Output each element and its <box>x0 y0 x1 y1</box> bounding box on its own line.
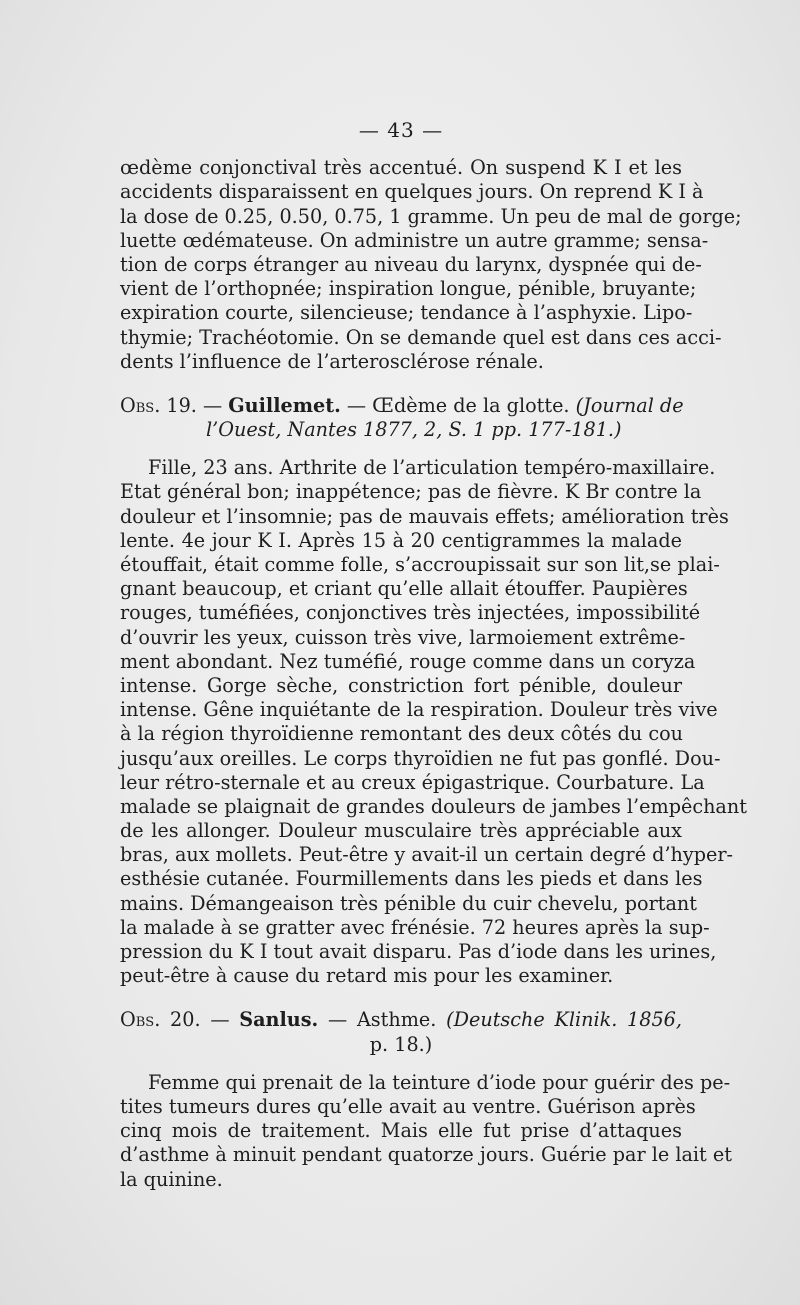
text-line: esthésie cutanée. Fourmillements dans les pieds et dans les <box>120 867 703 891</box>
text-line: ment abondant. Nez tuméfié, rouge comme dans un coryza <box>120 649 696 673</box>
text-line: expiration courte, silencieuse; tendance à l’asphyxie. Lipo- <box>120 301 693 325</box>
observation-source: (Deutsche Klinik. 1856, <box>446 1008 682 1032</box>
text-block <box>120 118 747 1192</box>
text-line: gnant beaucoup, et criant qu’elle allait étouffer. Paupières <box>120 577 688 601</box>
text-line: de les allonger. Douleur musculaire très appréciable aux <box>120 819 682 843</box>
text-line: vient de l’orthopnée; inspiration longue, pénible, bruyante; <box>120 277 697 301</box>
observation-source-continued: l’Ouest, Nantes 1877, 2, S. 1 pp. 177-181.) <box>206 418 622 442</box>
text-line: œdème conjonctival très accentué. On suspend K I et les <box>120 156 682 180</box>
text-line: la dose de 0.25, 0.50, 0.75, 1 gramme. Un peu de mal de gorge; <box>120 204 742 228</box>
observation-heading: Obs. 20. — Sanlus. — Asthme. (Deutsche Klinik. 1856, <box>120 1008 682 1032</box>
observation-source: (Journal de <box>575 393 684 417</box>
text-line: étouffait, était comme folle, s’accroupissait sur son lit,se plai- <box>120 553 720 576</box>
observation-label: Obs. 20. <box>120 1008 201 1032</box>
text-line: pression du K I tout avait disparu. Pas d’iode dans les urines, <box>120 940 717 963</box>
text-line: mains. Démangeaison très pénible du cuir chevelu, portant <box>120 891 697 915</box>
text-line: Etat général bon; inappétence; pas de fièvre. K Br contre la <box>120 480 702 504</box>
observation-author: Sanlus. <box>239 1008 319 1032</box>
paragraph-continuation <box>120 156 742 374</box>
text-line: leur rétro-sternale et au creux épigastrique. Courbature. La <box>120 770 705 794</box>
text-line: intense. Gorge sèche, constriction fort pénible, douleur <box>120 673 682 697</box>
text-line: bras, aux mollets. Peut-être y avait-il un certain degré d’hyper- <box>120 843 734 867</box>
text-line: la malade à se gratter avec frénésie. 72 heures après la sup- <box>120 915 710 939</box>
text-line: luette œdémateuse. On administre un autre gramme; sensa- <box>120 228 709 252</box>
text-line: dents l’influence de l’arterosclérose rénale. <box>120 349 544 373</box>
text-line: Fille, 23 ans. Arthrite de l’articulation tempéro-maxillaire. <box>148 456 716 480</box>
page-number: — 43 — <box>358 118 444 142</box>
text-line: peut-être à cause du retard mis pour les examiner. <box>120 964 614 988</box>
observation-author: Guillemet. <box>228 393 341 417</box>
text-line: à la région thyroïdienne remontant des deux côtés du cou <box>120 722 684 746</box>
text-line: jusqu’aux oreilles. Le corps thyroïdien ne fut pas gonflé. Dou- <box>120 746 721 770</box>
observation-20 <box>120 1008 732 1191</box>
text-line: rouges, tuméfiées, conjonctives très injectées, impossibilité <box>120 601 701 625</box>
text-line: Femme qui prenait de la teinture d’iode pour guérir des pe- <box>148 1070 731 1094</box>
text-line: d’ouvrir les yeux, cuisson très vive, larmoiement extrême- <box>120 625 686 649</box>
text-line: intense. Gêne inquiétante de la respiration. Douleur très vive <box>120 698 718 722</box>
text-line: thymie; Trachéotomie. On se demande quel est dans ces acci- <box>120 325 722 349</box>
observation-19 <box>120 393 747 989</box>
text-line: cinq mois de traitement. Mais elle fut prise d’attaques <box>120 1119 682 1143</box>
text-line: accidents disparaissent en quelques jours. On reprend K I à <box>120 180 704 204</box>
text-line: douleur et l’insomnie; pas de mauvais effets; amélioration très <box>120 504 729 528</box>
text-line: malade se plaignait de grandes douleurs de jambes l’empêchant <box>120 794 747 818</box>
observation-source-continued: p. 18.) <box>369 1032 433 1056</box>
observation-heading: Obs. 19. — Guillemet. — Œdème de la glotte. (Journal de <box>120 393 684 417</box>
text-line: d’asthme à minuit pendant quatorze jours. Guérie par le lait et <box>120 1143 732 1167</box>
text-line: la quinine. <box>120 1167 223 1191</box>
text-line: lente. 4e jour K I. Après 15 à 20 centigrammes la malade <box>120 528 682 552</box>
text-line: tites tumeurs dures qu’elle avait au ventre. Guérison après <box>120 1094 696 1118</box>
observation-title: Asthme. <box>356 1008 437 1032</box>
observation-title: Œdème de la glotte. <box>372 393 570 417</box>
text-line: tion de corps étranger au niveau du larynx, dyspnée qui de- <box>120 252 702 276</box>
observation-label: Obs. 19. <box>120 393 197 417</box>
